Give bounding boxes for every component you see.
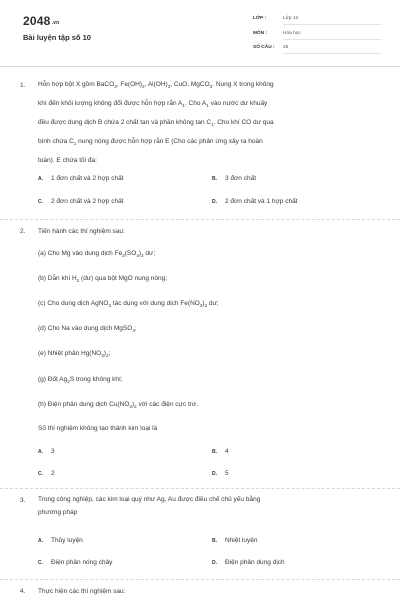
question-divider xyxy=(0,579,400,580)
experiment-item: (e) Nhiệt phân $Hg(NO_3)_2$; xyxy=(38,350,111,358)
question-number: 2. xyxy=(20,228,26,235)
experiment-item: (a) Cho Mg vào dung dịch $Fe_2(SO_4)_3$ dư; xyxy=(38,250,156,258)
answer-option-a[interactable]: A. 1 đơn chất và 2 hợp chất xyxy=(38,175,124,182)
answer-option-b[interactable]: B. 3 đơn chất xyxy=(212,175,257,182)
worksheet-header xyxy=(0,0,400,62)
answer-option-d[interactable]: D. Điện phân dung dịch xyxy=(212,559,285,566)
answer-option-a[interactable]: A. Thủy luyện xyxy=(38,537,83,544)
question-number: 1. xyxy=(20,82,26,89)
site-logo[interactable]: 2048.vn xyxy=(23,14,60,28)
answer-option-a[interactable]: A. 3 xyxy=(38,448,55,455)
experiment-item: (b) Dẫn khí $H_2$ (dư) qua bột MgO nung nóng; xyxy=(38,275,168,283)
meta-value: 25 xyxy=(283,45,289,50)
question-number: 4. xyxy=(20,588,26,595)
answer-option-c[interactable]: C. Điện phân nóng chảy xyxy=(38,559,113,566)
experiment-item: (g) Đốt $Ag_2S$ trong không khí; xyxy=(38,376,123,384)
experiment-item: (h) Điện phân dung dịch $Cu(NO_3)_2$ với các điện cực trơ. xyxy=(38,401,198,409)
question-text: Thực hiện các thí nghiệm sau: xyxy=(38,588,126,595)
answer-option-d[interactable]: D. 2 đơn chất và 1 hợp chất xyxy=(212,198,298,205)
meta-label: MÔN : xyxy=(253,31,268,36)
question-intro: Tiến hành các thí nghiệm sau: xyxy=(38,228,125,235)
experiment-item: (d) Cho Na vào dung dịch MgSO$_4$; xyxy=(38,325,137,333)
meta-label: LỚP : xyxy=(253,16,267,21)
question-divider xyxy=(0,488,400,489)
question-text: Trong công nghiệp, các kim loại quý như Ag, Au được điều chế chủ yếu bằng phương pháp xyxy=(38,496,261,516)
answer-option-c[interactable]: C. 2 xyxy=(38,470,55,477)
answer-option-b[interactable]: B. 4 xyxy=(212,448,229,455)
header-divider xyxy=(0,66,400,67)
answer-option-d[interactable]: D. 5 xyxy=(212,470,229,477)
meta-value: Hóa học xyxy=(283,31,301,36)
question-divider xyxy=(0,219,400,220)
question-number: 3. xyxy=(20,497,26,504)
sheet-title: Bài luyện tập số 10 xyxy=(23,33,91,42)
meta-value: Lớp 12 xyxy=(283,16,299,21)
question-prompt: Số thí nghiệm không tạo thành kim loại là xyxy=(38,425,158,432)
answer-option-c[interactable]: C. 2 đơn chất và 2 hợp chất xyxy=(38,198,124,205)
experiment-item: (c) Cho dung dịch AgNO$_3$ tác dụng với dung dịch $Fe(NO_3)_2$ dư; xyxy=(38,300,219,308)
answer-option-b[interactable]: B. Nhiệt luyện xyxy=(212,537,258,544)
meta-label: SỐ CÂU : xyxy=(253,45,275,50)
question-text: Hỗn hợp bột X gồm BaCO$_3$, $Fe(OH)_2$, $Al(OH)_3$, CuO, MgCO$_3$. Nung X trong không khí đến khối lượng không đổi được hỗn hợp rắn $A_1$. Cho $A_1$ vào nước dư khuấy đều được dung dịch B chứa 2 chất tan và phần không $\tan C_1$. Cho khí CO dư qua bình chứa $C_1$ nung nóng được hỗn hợp rắn E (Cho các phản ứng xảy ra hoàn toàn). E chứa tối đa: xyxy=(38,81,274,164)
